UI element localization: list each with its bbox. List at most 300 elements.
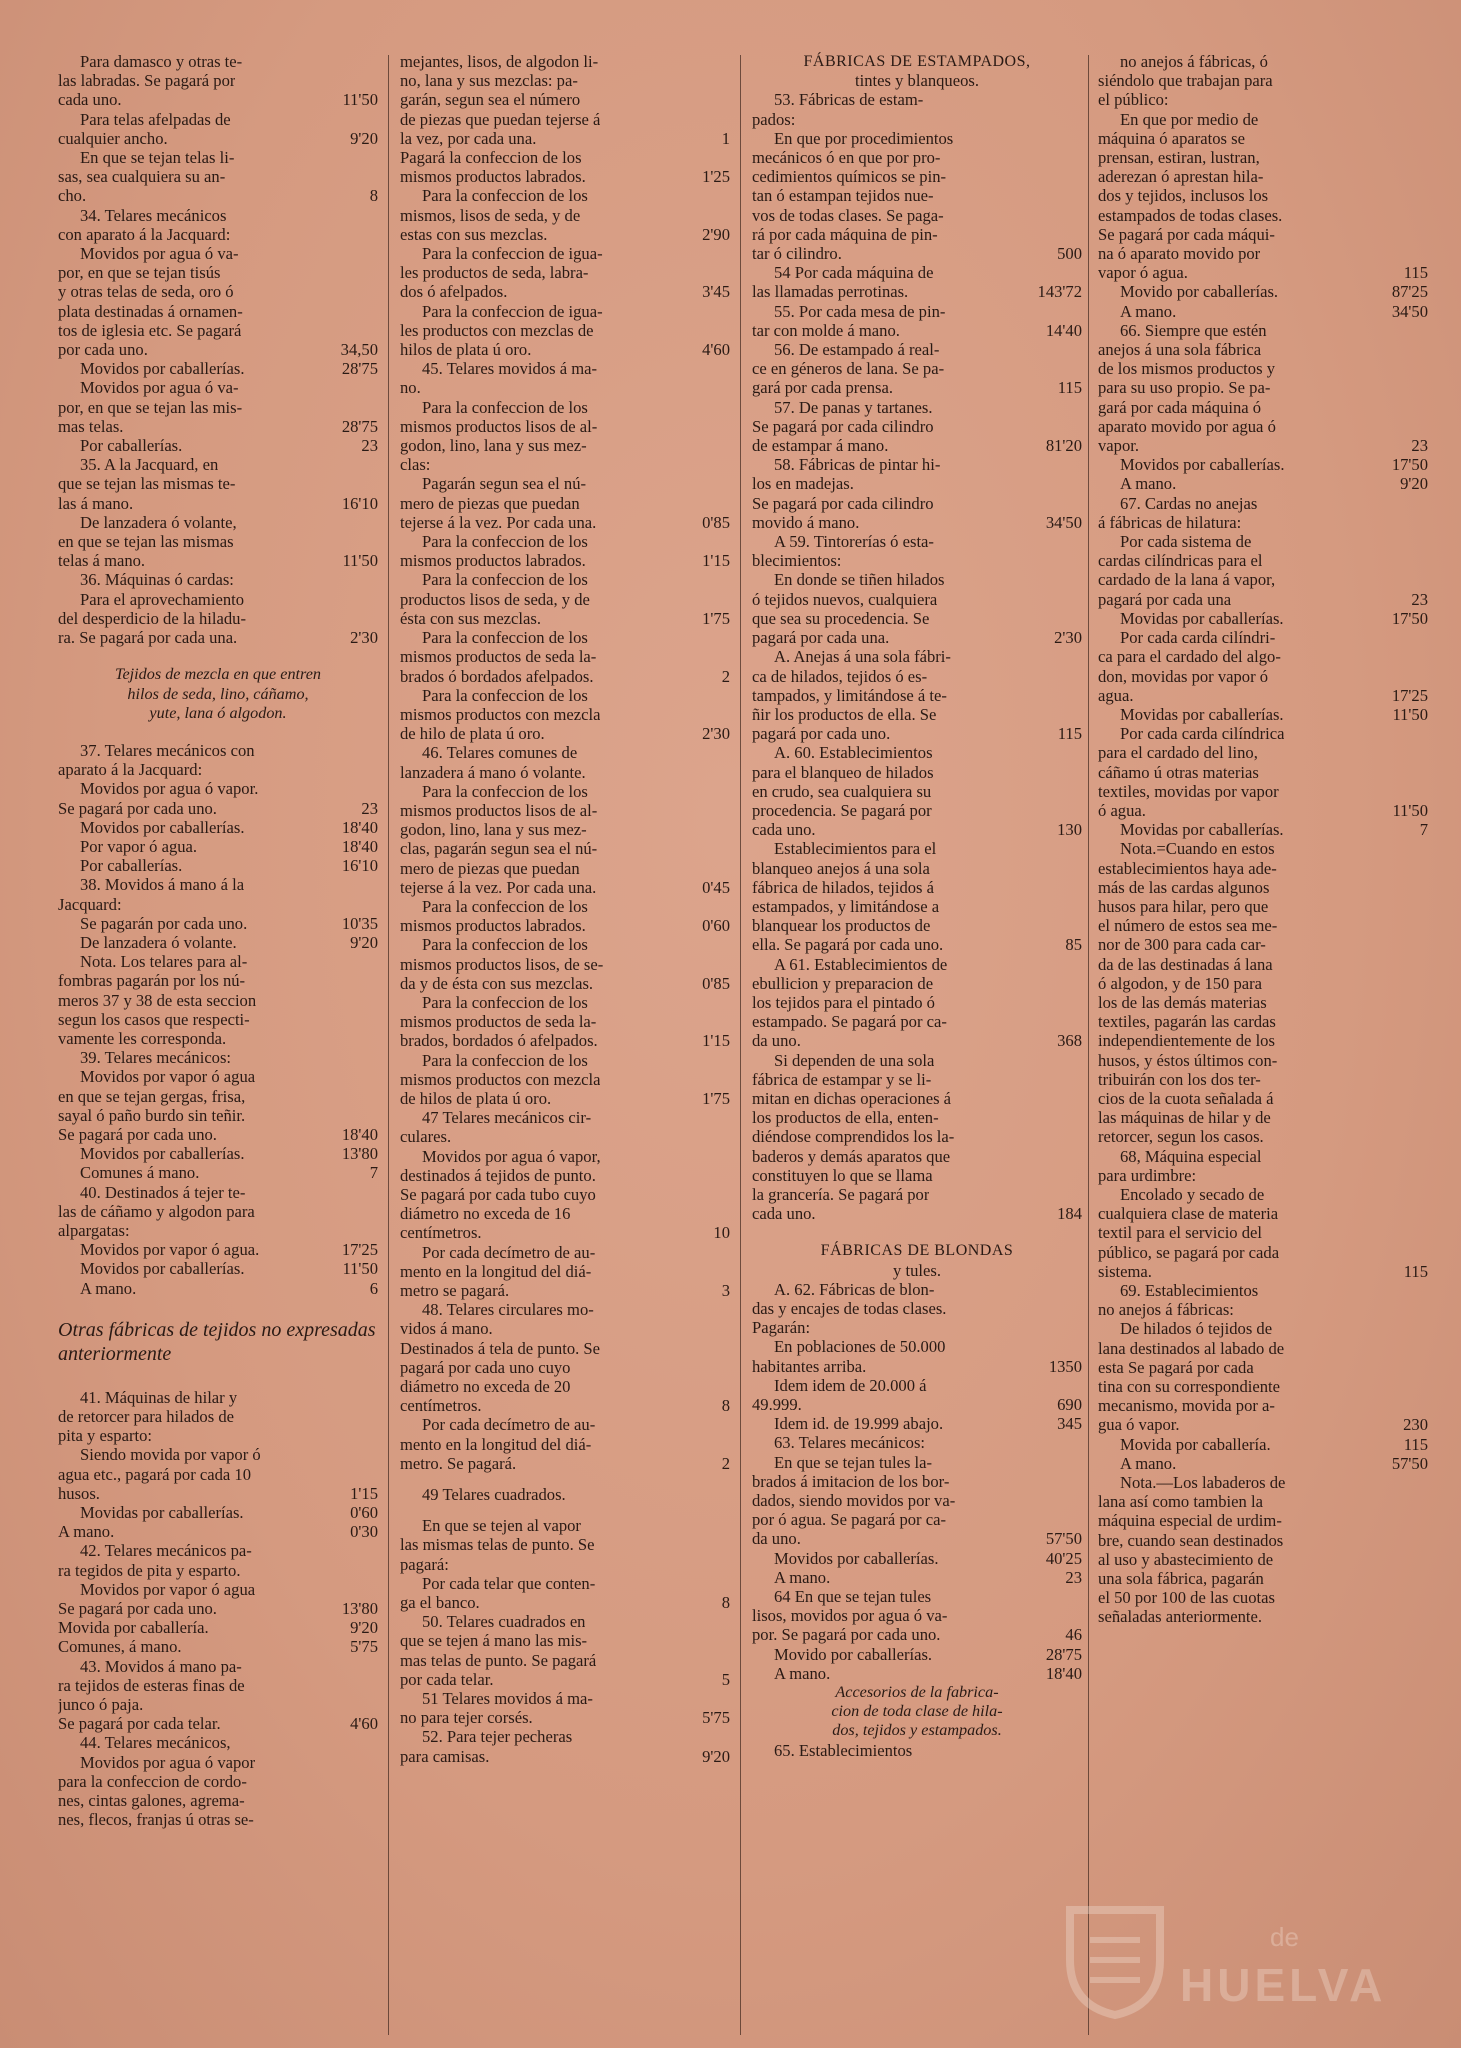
column-1 [58,52,378,2042]
line-text: no. [400,378,421,398]
text-line [1098,321,1428,340]
text-line [752,1318,1082,1337]
line-text: cedimientos químicos se pin- [752,167,947,187]
text-line [752,705,1082,724]
line-text: fombras pagarán por los nú- [58,971,246,991]
line-text: Idem id. de 19.999 abajo. [774,1414,944,1434]
text-line [752,110,1082,129]
line-text: A. 62. Fábricas de blon- [774,1279,935,1299]
line-text: blanquear los productos de [752,916,931,936]
text-line [58,1067,378,1086]
text-line [1098,1358,1428,1377]
line-text: mismos productos de seda la- [400,1012,597,1032]
text-line [1098,743,1428,762]
text-line [58,206,378,225]
line-text: por cada telar. [400,1669,494,1689]
text-line [58,71,378,90]
line-text: mero de piezas que puedan [400,493,580,513]
line-text: 57. De panas y tartanes. [774,397,933,417]
text-line [1098,993,1428,1012]
line-text: A 61. Establecimientos de [774,954,948,974]
text-line [58,321,378,340]
line-text: y otras telas de seda, oro ó [58,282,234,302]
tariff-amount: 2'30 [702,724,730,744]
line-text: mismos productos con mezcla [400,1069,601,1089]
text-line [400,1435,730,1454]
line-text: A mano. [774,1663,831,1683]
tariff-amount: 3'45 [702,282,730,302]
text-line [752,609,1082,628]
text-line [58,1791,378,1810]
text-line [752,321,1082,340]
text-line [400,1651,730,1670]
line-text: hilos de plata ú oro. [400,340,532,360]
tariff-amount: 0'60 [702,916,730,936]
tariff-amount: 9'20 [350,128,378,148]
text-line [400,1415,730,1434]
tariff-amount: 17'50 [1391,455,1428,475]
text-line [752,1185,1082,1204]
line-text: Destinados á tela de punto. Se [400,1338,601,1358]
text-line [400,532,730,551]
line-text: Movidos por caballerías. [80,1144,245,1164]
text-line [400,935,730,954]
line-text: 49.999. [752,1395,802,1415]
text-line [400,1127,730,1146]
text-line [1098,705,1428,724]
text-line [752,417,1082,436]
text-line [400,417,730,436]
text-line [1098,916,1428,935]
text-line [752,225,1082,244]
line-text: vamente les corresponda. [58,1028,227,1048]
line-text: anejos á una sola fábrica [1098,340,1262,360]
text-line [400,686,730,705]
line-text: A mano. [1120,301,1177,321]
tariff-amount: 57'50 [1045,1529,1082,1549]
line-text: en crudo, sea cualquiera su [752,781,932,801]
text-line [1098,1223,1428,1242]
text-line [752,1031,1082,1050]
line-text: centímetros. [400,1396,482,1416]
text-line [1098,1031,1428,1050]
text-line [752,455,1082,474]
line-text: Para la confeccion de los [422,570,588,590]
line-text: sas, sea cualquiera su an- [58,167,226,187]
tariff-amount: 8 [721,1593,730,1613]
line-text: da uno. [752,1529,801,1549]
line-text: das y encajes de todas clases. [752,1299,947,1318]
line-text: mero de piezas que puedan [400,858,580,878]
text-line [58,779,378,798]
text-line [752,90,1082,109]
text-line [752,1433,1082,1452]
text-line [58,1580,378,1599]
line-text: Para la confeccion de los [422,1050,588,1070]
tariff-amount: 9'20 [702,1746,730,1766]
text-line [400,340,730,359]
tariff-amount: 0'30 [350,1522,378,1542]
text-line [400,1319,730,1338]
line-text: 36. Máquinas ó cardas: [80,570,234,590]
tariff-amount: 11'50 [342,551,378,571]
line-text: pados: [752,109,796,129]
line-text: tos de iglesia etc. Se pagará [58,320,242,340]
tariff-amount: 1'15 [702,1031,730,1051]
line-text: metro se pagará. [400,1281,510,1300]
text-line [400,878,730,897]
line-text: Para la confeccion de los [422,992,588,1012]
tariff-amount: 46 [1065,1625,1082,1645]
text-line [752,148,1082,167]
text-line [58,1407,378,1426]
text-line [1098,167,1428,186]
line-text: centímetros. [400,1223,482,1243]
text-line [400,398,730,417]
line-text: culares. [400,1127,452,1147]
line-text: clas: [400,455,431,475]
tariff-amount: 28'75 [341,359,378,379]
line-text: los tejidos para el pintado ó [752,992,935,1012]
line-text: En que se tejen al vapor [422,1516,581,1536]
line-text: A mano. [58,1522,115,1542]
tariff-amount: 28'75 [1045,1644,1082,1664]
text-line [400,1396,730,1415]
text-line [400,1243,730,1262]
line-text: A mano. [1120,1453,1177,1473]
line-text: á fábricas de hilatura: [1098,512,1242,532]
text-line [58,282,378,301]
text-line [58,609,378,628]
line-text: 51 Telares movidos á ma- [422,1689,593,1709]
line-text: Movido por caballerías. [774,1644,933,1664]
line-text: A mano. [774,1567,831,1587]
text-line [58,436,378,455]
text-line [752,628,1082,647]
text-line [1098,244,1428,263]
text-line [752,820,1082,839]
line-text: Por cada telar que conten- [422,1573,596,1593]
line-text: da uno. [752,1031,801,1051]
text-line [58,1753,378,1772]
line-text: husos, y éstos últimos con- [1098,1050,1278,1070]
line-text: estampados, y limitándose a [752,896,940,916]
text-line [58,1048,378,1067]
tariff-amount: 5 [721,1669,730,1689]
line-text: Por cada decímetro de au- [422,1415,596,1435]
text-line [400,1454,730,1473]
line-text: Movida por caballería. [58,1618,209,1638]
line-text: fábrica de hilados, tejidos á [752,877,935,897]
line-text: retorcer, segun los casos. [1098,1127,1264,1147]
text-line [58,186,378,205]
line-text: Para la confeccion de igua- [422,244,603,264]
line-text: Jacquard: [58,894,122,914]
tariff-amount: 18'40 [341,817,378,837]
line-text: ca de hilados, tejidos ó es- [752,666,928,686]
line-text: por, en que se tejan tisús [58,263,221,283]
text-line [58,1484,378,1503]
text-line [58,1772,378,1791]
line-text: diámetro no exceda de 20 [400,1377,571,1397]
line-text: que sea su procedencia. Se [752,608,930,628]
text-line [1098,340,1428,359]
text-line [58,914,378,933]
text-line [58,1388,378,1407]
text-line [400,1185,730,1204]
line-text: por, en que se tejan las mis- [58,397,243,417]
line-text: Por cada decímetro de au- [422,1242,596,1262]
text-line [752,974,1082,993]
line-text: ésta con sus mezclas. [400,608,541,628]
text-line [400,359,730,378]
text-line [752,129,1082,148]
line-text: Pagarán: [752,1318,811,1338]
column-2 [400,52,730,2042]
text-line [752,993,1082,1012]
text-line [752,1012,1082,1031]
tariff-amount: 34'50 [1391,301,1428,321]
text-line [752,1549,1082,1568]
text-line [752,359,1082,378]
line-text: ra tegidos de pita y esparto. [58,1560,241,1580]
text-line [1098,1281,1428,1300]
section-heading: FÁBRICAS DE ESTAMPADOS, [803,53,1031,70]
line-text: 67. Cardas no anejas [1120,493,1258,513]
line-text: y tules. [893,1260,941,1280]
text-line [1098,1435,1428,1454]
text-line [752,263,1082,282]
line-text: Movidos por vapor ó agua [80,1067,256,1087]
text-line [58,378,378,397]
line-text: las llamadas perrotinas. [752,282,909,302]
text-line [58,1183,378,1202]
line-text: 44. Telares mecánicos, [80,1733,231,1753]
line-text: godon, lino, lana y sus mez- [400,436,587,456]
text-line [58,1714,378,1733]
tariff-amount: 4'60 [350,1714,378,1734]
line-text: husos. [58,1483,100,1503]
text-line [1098,955,1428,974]
line-text: productos lisos de seda, y de [400,589,590,609]
tariff-amount: 23 [1411,436,1428,456]
text-line [58,167,378,186]
line-text: señaladas anteriormente. [1098,1607,1263,1627]
text-line [400,1223,730,1242]
line-text: de hilo de plata ú oro. [400,724,545,744]
line-text: esta Se pagará por cada [1098,1357,1254,1377]
text-line [400,1108,730,1127]
text-line [400,782,730,801]
tariff-amount: 2 [721,666,730,686]
text-line [752,859,1082,878]
text-line [58,1522,378,1541]
line-text: ella. Se pagará por cada uno. [752,935,944,955]
text-line [58,1465,378,1484]
line-text: 66. Siempre que estén [1120,320,1267,340]
line-text: las á mano. [58,493,134,513]
text-line [58,90,378,109]
text-line [752,839,1082,858]
line-text: lisos, movidos por agua ó va- [752,1606,948,1626]
line-text: no, lana y sus mezclas: pa- [400,71,578,91]
line-text: 42. Telares mecánicos pa- [80,1541,252,1561]
text-line [752,282,1082,301]
text-line [1098,1550,1428,1569]
tariff-amount: 0'45 [702,877,730,897]
text-line [1098,1473,1428,1492]
text-line [400,590,730,609]
line-text: mento en la longitud del diá- [400,1434,592,1454]
line-text: 39. Telares mecánicos: [80,1048,232,1068]
text-line [1098,282,1428,301]
text-line [400,1051,730,1070]
text-line [400,302,730,321]
tariff-amount: 115 [1403,1261,1428,1281]
line-text: Movidos por agua ó va- [80,244,239,264]
tariff-amount: 81'20 [1045,436,1082,456]
line-text: junco ó paja. [58,1695,144,1715]
text-line [1098,724,1428,743]
tariff-amount: 0'85 [702,512,730,532]
line-text: Movidos por agua ó vapor [80,1752,256,1772]
text-line [1098,474,1428,493]
text-line [400,705,730,724]
text-line [400,90,730,109]
text-line [752,1529,1082,1548]
line-text: ó agua. [1098,800,1146,820]
tariff-amount: 10 [713,1223,730,1243]
line-text: tampados, y limitándose á te- [752,685,947,705]
text-line [58,837,378,856]
text-line [752,1606,1082,1625]
text-line [400,378,730,397]
line-text: metro. Se pagará. [400,1453,517,1473]
text-line [752,340,1082,359]
line-text: ñir los productos de ella. Se [752,704,937,724]
tariff-amount: 34,50 [340,340,378,360]
line-text: 54 Por cada máquina de [774,263,934,283]
text-line [1098,90,1428,109]
text-line [400,1089,730,1108]
text-line [400,110,730,129]
line-text: de estampar á mano. [752,436,889,456]
tariff-amount: 11'50 [342,1259,378,1279]
text-line [400,1300,730,1319]
line-text: 45. Telares movidos á ma- [422,359,598,379]
text-line [752,167,1082,186]
line-text: Si dependen de una sola [774,1050,935,1070]
text-line [752,686,1082,705]
line-text: procedencia. Se pagará por [752,800,932,820]
text-line [400,1281,730,1300]
text-line [400,1358,730,1377]
text-line [58,1810,378,1829]
line-text: En que se tejan telas li- [80,148,235,168]
section-subheading: Accesorios de la fabrica- [835,1683,999,1702]
text-line [1098,1319,1428,1338]
line-text: tar ó cilindro. [752,244,842,264]
line-text: establecimientos haya ade- [1098,858,1277,878]
text-line [1098,52,1428,71]
text-line [400,129,730,148]
tariff-amount: 85 [1065,935,1082,955]
line-text: Se pagará por cada máqui- [1098,224,1275,244]
text-line [400,148,730,167]
line-text: Para la confeccion de los [422,896,588,916]
line-text: 43. Movidos á mano pa- [80,1656,242,1676]
text-line [752,532,1082,551]
text-line [58,1087,378,1106]
text-line [58,1144,378,1163]
line-text: 49 Telares cuadrados. [422,1485,566,1505]
line-text: 46. Telares comunes de [422,743,578,763]
tariff-amount: 87'25 [1391,282,1428,302]
section-heading: FÁBRICAS DE BLONDAS [820,1242,1014,1260]
line-text: Movidos por caballerías. [774,1548,939,1568]
line-text: da de las destinadas á lana [1098,954,1273,974]
tariff-amount: 23 [1411,589,1428,609]
tariff-amount: 8 [721,1396,730,1416]
tariff-amount: 1'75 [702,1088,730,1108]
line-text: Movidos por caballerías. [80,817,245,837]
text-line [752,1741,1082,1760]
line-text: constituyen lo que se llama [752,1165,933,1185]
text-line [400,1147,730,1166]
column-rule [740,55,741,2035]
line-text: público, se pagará por cada [1098,1242,1280,1262]
line-text: Se pagará por cada uno. [58,1124,217,1144]
text-line [752,1414,1082,1433]
text-line [752,1625,1082,1644]
line-text: por. Se pagará por cada uno. [752,1625,941,1645]
line-text: brados, bordados ó afelpados. [400,1031,598,1051]
line-text: Movidas por caballerías. [1120,820,1284,840]
text-line [58,1240,378,1259]
line-text: 40. Destinados á tejer te- [80,1182,246,1202]
line-text: cada uno. [752,820,816,840]
text-line [58,474,378,493]
line-text: mas telas de punto. Se pagará [400,1650,597,1670]
line-text: 68, Máquina especial [1120,1146,1262,1166]
tariff-amount: 11'50 [1392,800,1428,820]
line-text: tar con molde á mano. [752,320,900,340]
line-text: dos ó afelpados. [400,282,508,302]
text-line [752,724,1082,743]
tariff-amount: 1350 [1048,1356,1082,1376]
line-text: Movido por caballerías. [1120,282,1279,302]
line-text: dados, siendo movidos por va- [752,1491,956,1511]
line-text: mecánicos ó en que por pro- [752,148,941,168]
line-text: 34. Telares mecánicos [80,205,227,225]
line-text: vos de todas clases. Se paga- [752,205,944,225]
line-text: gará por cada prensa. [752,378,893,398]
tariff-amount: 10'35 [341,913,378,933]
text-line [58,1106,378,1125]
text-line [1098,551,1428,570]
text-line [752,398,1082,417]
tariff-amount: 368 [1057,1031,1082,1051]
crest-icon [1060,1900,1170,2020]
text-line [400,1727,730,1746]
line-text: telas á mano. [58,551,146,571]
line-text: cada uno. [58,90,122,110]
tariff-amount: 18'40 [1045,1663,1082,1683]
text-line [58,799,378,818]
text-line [1098,455,1428,474]
line-text: godon, lino, lana y sus mez- [400,820,587,840]
text-line [1098,1127,1428,1146]
